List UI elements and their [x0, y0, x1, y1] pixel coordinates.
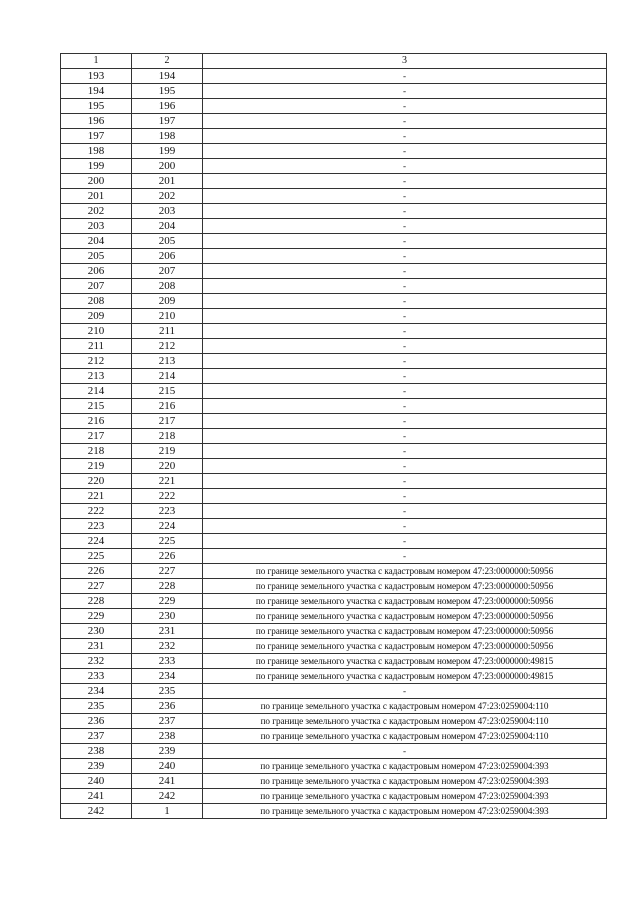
boundary-description-cell: по границе земельного участка с кадастровым номером 47:23:0259004:393 [203, 759, 607, 774]
table-row [61, 729, 607, 744]
table-row [61, 654, 607, 669]
table-row [61, 534, 607, 549]
boundary-description-cell: по границе земельного участка с кадастровым номером 47:23:0000000:50956 [203, 579, 607, 594]
table-row [61, 744, 607, 759]
boundary-description-cell: - [203, 684, 607, 699]
table-row [61, 639, 607, 654]
header-col-3: 3 [203, 54, 607, 69]
boundary-description-cell: - [203, 249, 607, 264]
table-row [61, 474, 607, 489]
table-row [61, 714, 607, 729]
table-row [61, 519, 607, 534]
table-row [61, 174, 607, 189]
boundary-description-cell: - [203, 219, 607, 234]
table-row [61, 624, 607, 639]
boundary-description-cell: по границе земельного участка с кадастровым номером 47:23:0259004:110 [203, 729, 607, 744]
boundary-description-cell: - [203, 324, 607, 339]
point-to-cell: 217 [132, 414, 203, 429]
point-to-cell: 206 [132, 249, 203, 264]
table-row [61, 204, 607, 219]
table-row [61, 84, 607, 99]
point-from-cell: 196 [61, 114, 132, 129]
point-to-cell: 224 [132, 519, 203, 534]
point-to-cell: 240 [132, 759, 203, 774]
boundary-description-cell: по границе земельного участка с кадастровым номером 47:23:0000000:50956 [203, 624, 607, 639]
point-to-cell: 234 [132, 669, 203, 684]
point-to-cell: 220 [132, 459, 203, 474]
point-to-cell: 196 [132, 99, 203, 114]
boundary-description-cell: - [203, 69, 607, 84]
boundary-description-cell: - [203, 549, 607, 564]
point-to-cell: 223 [132, 504, 203, 519]
point-from-cell: 227 [61, 579, 132, 594]
table-row [61, 234, 607, 249]
point-to-cell: 197 [132, 114, 203, 129]
point-from-cell: 220 [61, 474, 132, 489]
point-from-cell: 217 [61, 429, 132, 444]
point-to-cell: 218 [132, 429, 203, 444]
table-row [61, 579, 607, 594]
point-from-cell: 213 [61, 369, 132, 384]
boundary-description-cell: - [203, 159, 607, 174]
point-from-cell: 242 [61, 804, 132, 819]
boundary-description-cell: - [203, 114, 607, 129]
table-row [61, 189, 607, 204]
point-to-cell: 214 [132, 369, 203, 384]
point-to-cell: 199 [132, 144, 203, 159]
point-to-cell: 242 [132, 789, 203, 804]
point-to-cell: 195 [132, 84, 203, 99]
point-from-cell: 211 [61, 339, 132, 354]
table-row [61, 594, 607, 609]
table-row [61, 384, 607, 399]
table-row [61, 489, 607, 504]
point-from-cell: 195 [61, 99, 132, 114]
point-to-cell: 222 [132, 489, 203, 504]
boundary-description-cell: по границе земельного участка с кадастровым номером 47:23:0000000:50956 [203, 594, 607, 609]
table-row [61, 129, 607, 144]
point-from-cell: 208 [61, 294, 132, 309]
point-from-cell: 239 [61, 759, 132, 774]
table-row [61, 789, 607, 804]
point-from-cell: 235 [61, 699, 132, 714]
point-to-cell: 231 [132, 624, 203, 639]
boundary-description-cell: - [203, 744, 607, 759]
table-row [61, 114, 607, 129]
point-from-cell: 207 [61, 279, 132, 294]
boundary-description-cell: - [203, 519, 607, 534]
table-row [61, 804, 607, 819]
header-col-2: 2 [132, 54, 203, 69]
boundary-description-cell: - [203, 339, 607, 354]
point-from-cell: 201 [61, 189, 132, 204]
point-to-cell: 233 [132, 654, 203, 669]
boundary-description-cell: - [203, 489, 607, 504]
point-to-cell: 225 [132, 534, 203, 549]
point-to-cell: 203 [132, 204, 203, 219]
table-row [61, 399, 607, 414]
table-row [61, 264, 607, 279]
point-to-cell: 204 [132, 219, 203, 234]
point-to-cell: 219 [132, 444, 203, 459]
point-to-cell: 208 [132, 279, 203, 294]
point-to-cell: 235 [132, 684, 203, 699]
point-to-cell: 226 [132, 549, 203, 564]
table-row [61, 354, 607, 369]
table-row [61, 564, 607, 579]
table-body [61, 69, 607, 819]
boundary-description-cell: - [203, 144, 607, 159]
point-from-cell: 200 [61, 174, 132, 189]
point-to-cell: 221 [132, 474, 203, 489]
table-row [61, 549, 607, 564]
table-row [61, 309, 607, 324]
table-row [61, 444, 607, 459]
point-from-cell: 210 [61, 324, 132, 339]
table-row [61, 279, 607, 294]
table-row [61, 339, 607, 354]
boundary-description-cell: - [203, 474, 607, 489]
boundary-description-cell: - [203, 384, 607, 399]
point-from-cell: 206 [61, 264, 132, 279]
point-to-cell: 202 [132, 189, 203, 204]
table-row [61, 99, 607, 114]
boundary-description-cell: - [203, 429, 607, 444]
boundary-description-cell: - [203, 189, 607, 204]
point-from-cell: 202 [61, 204, 132, 219]
table-row [61, 759, 607, 774]
point-from-cell: 229 [61, 609, 132, 624]
boundary-description-cell: - [203, 294, 607, 309]
table-header-row [61, 54, 607, 69]
boundary-description-cell: по границе земельного участка с кадастровым номером 47:23:0000000:50956 [203, 639, 607, 654]
point-from-cell: 223 [61, 519, 132, 534]
boundary-description-cell: - [203, 99, 607, 114]
table-row [61, 459, 607, 474]
point-to-cell: 212 [132, 339, 203, 354]
boundary-description-cell: - [203, 279, 607, 294]
point-to-cell: 228 [132, 579, 203, 594]
boundary-description-cell: по границе земельного участка с кадастровым номером 47:23:0000000:50956 [203, 564, 607, 579]
point-from-cell: 233 [61, 669, 132, 684]
point-from-cell: 199 [61, 159, 132, 174]
point-from-cell: 216 [61, 414, 132, 429]
point-to-cell: 216 [132, 399, 203, 414]
point-from-cell: 205 [61, 249, 132, 264]
point-from-cell: 228 [61, 594, 132, 609]
boundary-description-cell: - [203, 414, 607, 429]
point-from-cell: 193 [61, 69, 132, 84]
point-to-cell: 1 [132, 804, 203, 819]
point-to-cell: 207 [132, 264, 203, 279]
point-from-cell: 194 [61, 84, 132, 99]
point-from-cell: 226 [61, 564, 132, 579]
point-from-cell: 203 [61, 219, 132, 234]
point-from-cell: 225 [61, 549, 132, 564]
point-to-cell: 211 [132, 324, 203, 339]
point-to-cell: 200 [132, 159, 203, 174]
table-row [61, 684, 607, 699]
point-to-cell: 227 [132, 564, 203, 579]
boundary-description-cell: - [203, 369, 607, 384]
boundary-description-cell: по границе земельного участка с кадастровым номером 47:23:0000000:49815 [203, 654, 607, 669]
point-from-cell: 215 [61, 399, 132, 414]
point-to-cell: 215 [132, 384, 203, 399]
point-from-cell: 222 [61, 504, 132, 519]
table-row [61, 669, 607, 684]
table-row [61, 609, 607, 624]
table-row [61, 249, 607, 264]
boundary-description-cell: по границе земельного участка с кадастровым номером 47:23:0259004:110 [203, 714, 607, 729]
point-from-cell: 204 [61, 234, 132, 249]
point-from-cell: 234 [61, 684, 132, 699]
table-row [61, 699, 607, 714]
point-from-cell: 218 [61, 444, 132, 459]
point-to-cell: 213 [132, 354, 203, 369]
header-col-1: 1 [61, 54, 132, 69]
boundary-description-cell: по границе земельного участка с кадастровым номером 47:23:0259004:393 [203, 789, 607, 804]
boundary-description-cell: по границе земельного участка с кадастровым номером 47:23:0259004:110 [203, 699, 607, 714]
table-row [61, 429, 607, 444]
boundary-description-cell: - [203, 234, 607, 249]
point-to-cell: 241 [132, 774, 203, 789]
boundary-description-cell: - [203, 504, 607, 519]
boundary-description-cell: по границе земельного участка с кадастровым номером 47:23:0000000:49815 [203, 669, 607, 684]
table-row [61, 69, 607, 84]
point-from-cell: 237 [61, 729, 132, 744]
boundary-description-cell: - [203, 354, 607, 369]
point-from-cell: 230 [61, 624, 132, 639]
point-from-cell: 221 [61, 489, 132, 504]
point-to-cell: 239 [132, 744, 203, 759]
point-from-cell: 224 [61, 534, 132, 549]
boundary-table [60, 53, 607, 819]
boundary-description-cell: - [203, 84, 607, 99]
point-from-cell: 236 [61, 714, 132, 729]
point-to-cell: 237 [132, 714, 203, 729]
table-row [61, 159, 607, 174]
table-row [61, 414, 607, 429]
boundary-description-cell: - [203, 534, 607, 549]
boundary-description-cell: по границе земельного участка с кадастровым номером 47:23:0259004:393 [203, 774, 607, 789]
point-from-cell: 240 [61, 774, 132, 789]
point-from-cell: 212 [61, 354, 132, 369]
point-to-cell: 198 [132, 129, 203, 144]
boundary-description-cell: - [203, 399, 607, 414]
boundary-description-cell: по границе земельного участка с кадастровым номером 47:23:0259004:393 [203, 804, 607, 819]
boundary-description-cell: по границе земельного участка с кадастровым номером 47:23:0000000:50956 [203, 609, 607, 624]
point-from-cell: 214 [61, 384, 132, 399]
point-from-cell: 241 [61, 789, 132, 804]
table-row [61, 774, 607, 789]
boundary-description-cell: - [203, 174, 607, 189]
table-row [61, 219, 607, 234]
boundary-description-cell: - [203, 444, 607, 459]
point-from-cell: 198 [61, 144, 132, 159]
point-from-cell: 231 [61, 639, 132, 654]
table-row [61, 294, 607, 309]
point-to-cell: 232 [132, 639, 203, 654]
boundary-description-cell: - [203, 264, 607, 279]
point-to-cell: 236 [132, 699, 203, 714]
point-from-cell: 209 [61, 309, 132, 324]
point-from-cell: 219 [61, 459, 132, 474]
table-row [61, 324, 607, 339]
point-to-cell: 194 [132, 69, 203, 84]
point-to-cell: 238 [132, 729, 203, 744]
boundary-description-cell: - [203, 204, 607, 219]
boundary-description-cell: - [203, 309, 607, 324]
point-to-cell: 201 [132, 174, 203, 189]
boundary-description-cell: - [203, 459, 607, 474]
point-from-cell: 238 [61, 744, 132, 759]
point-to-cell: 210 [132, 309, 203, 324]
table-row [61, 504, 607, 519]
point-to-cell: 230 [132, 609, 203, 624]
point-from-cell: 197 [61, 129, 132, 144]
point-from-cell: 232 [61, 654, 132, 669]
boundary-description-cell: - [203, 129, 607, 144]
point-to-cell: 229 [132, 594, 203, 609]
table-row [61, 369, 607, 384]
point-to-cell: 205 [132, 234, 203, 249]
table-row [61, 144, 607, 159]
point-to-cell: 209 [132, 294, 203, 309]
